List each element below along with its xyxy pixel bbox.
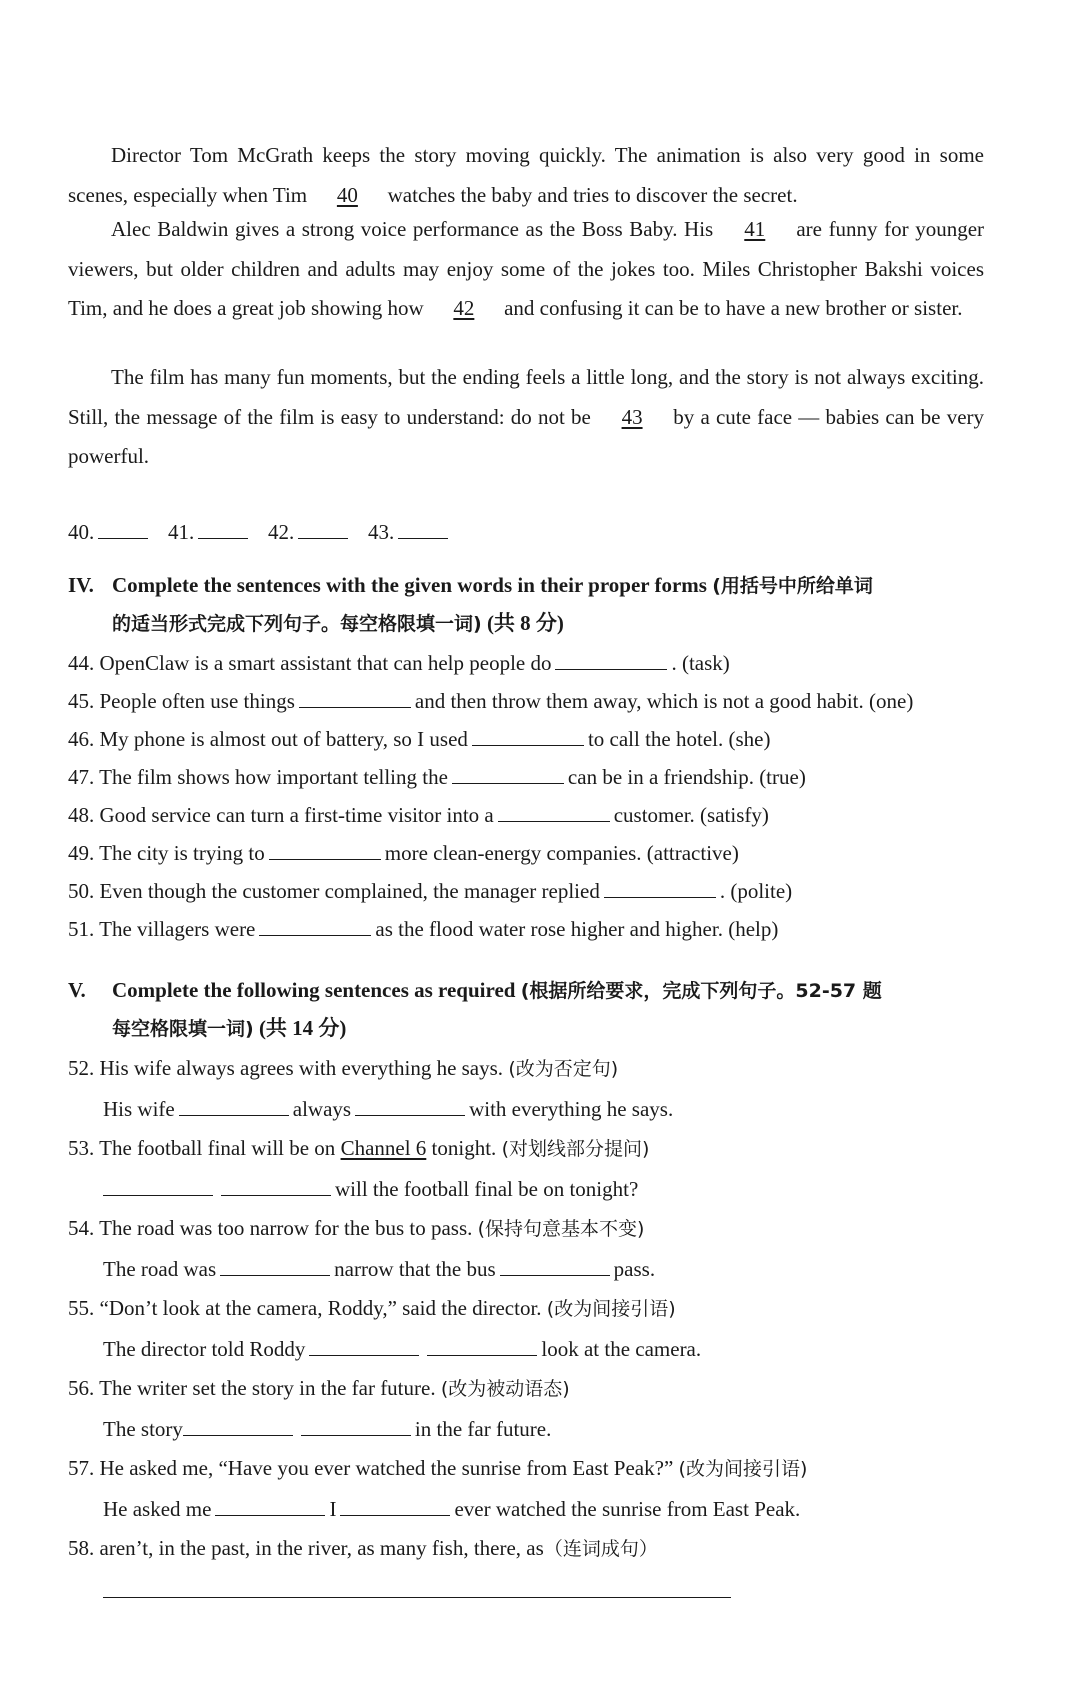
answer-blank[interactable] bbox=[259, 913, 371, 936]
answer-56: The story in the far future. bbox=[103, 1413, 1033, 1444]
blank-41: 41 bbox=[744, 217, 766, 241]
answer-blank[interactable] bbox=[98, 516, 148, 539]
section-4-heading: IV. Complete the sentences with the given words in their proper forms (用括号中所给单词 的适当形式完成下列句子。每空格限填一词) (共 8 分) bbox=[68, 573, 873, 635]
underlined-phrase: Channel 6 bbox=[340, 1136, 427, 1160]
answer-blank[interactable] bbox=[198, 516, 248, 539]
answer-blank[interactable] bbox=[299, 685, 411, 708]
answer-line-58[interactable] bbox=[103, 1596, 731, 1598]
question-57: 57. He asked me, “Have you ever watched the sunrise from East Peak?” (改为间接引语) bbox=[68, 1456, 808, 1480]
answer-blank[interactable] bbox=[269, 837, 381, 860]
answer-52: His wife always with everything he says. bbox=[103, 1093, 1033, 1124]
blank-42: 42 bbox=[453, 296, 475, 320]
answer-blank[interactable] bbox=[220, 1253, 330, 1276]
question-58: 58. aren’t, in the past, in the river, as many fish, there, as（连词成句） bbox=[68, 1536, 658, 1560]
answer-blank[interactable] bbox=[215, 1493, 325, 1516]
question-56: 56. The writer set the story in the far future. (改为被动语态) bbox=[68, 1376, 570, 1400]
answer-blank[interactable] bbox=[604, 875, 716, 898]
question-48: 48. Good service can turn a first-time visitor into a customer. (satisfy) bbox=[68, 799, 998, 830]
answer-blank[interactable] bbox=[498, 799, 610, 822]
question-54: 54. The road was too narrow for the bus to pass. (保持句意基本不变) bbox=[68, 1216, 645, 1240]
answer-blank[interactable] bbox=[179, 1093, 289, 1116]
passage-paragraph-2: Alec Baldwin gives a strong voice performance as the Boss Baby. His 41 are funny for younger viewers, but older children and adults may enjoy some of the jokes too. Miles Christopher Bakshi voices Tim, and he does a great job showing how 42 and confusing it can be to have a new brother or sister. bbox=[68, 210, 984, 329]
answer-53: will the football final be on tonight? bbox=[103, 1173, 1033, 1204]
passage-paragraph-1: Director Tom McGrath keeps the story moving quickly. The animation is also very good in some scenes, especially when Tim 40 watches the baby and tries to discover the secret. bbox=[68, 136, 984, 215]
answer-blank[interactable] bbox=[398, 516, 448, 539]
answer-blank[interactable] bbox=[472, 723, 584, 746]
question-55: 55. “Don’t look at the camera, Roddy,” said the director. (改为间接引语) bbox=[68, 1296, 676, 1320]
question-46: 46. My phone is almost out of battery, so I used to call the hotel. (she) bbox=[68, 723, 998, 754]
blank-40: 40 bbox=[336, 182, 358, 207]
answer-blank[interactable] bbox=[301, 1413, 411, 1436]
answer-blank[interactable] bbox=[309, 1333, 419, 1356]
answer-55: The director told Roddy look at the camera. bbox=[103, 1333, 1033, 1364]
question-50: 50. Even though the customer complained, the manager replied . (polite) bbox=[68, 875, 998, 906]
answer-blank[interactable] bbox=[221, 1173, 331, 1196]
question-47: 47. The film shows how important telling the can be in a friendship. (true) bbox=[68, 761, 998, 792]
question-44: 44. OpenClaw is a smart assistant that can help people do . (task) bbox=[68, 647, 998, 678]
question-53: 53. The football final will be on Channel 6 tonight. (对划线部分提问) bbox=[68, 1136, 650, 1160]
blank-43: 43 bbox=[621, 404, 643, 429]
answer-blank[interactable] bbox=[103, 1173, 213, 1196]
answer-blank[interactable] bbox=[183, 1413, 293, 1436]
question-52: 52. His wife always agrees with everything he says. (改为否定句) bbox=[68, 1056, 619, 1080]
answer-blank[interactable] bbox=[298, 516, 348, 539]
section-5-heading: V. Complete the following sentences as required (根据所给要求，完成下列句子。52-57 题 每空格限填一词) (共 14 分) bbox=[68, 978, 882, 1040]
question-49: 49. The city is trying to more clean-energy companies. (attractive) bbox=[68, 837, 998, 868]
answer-54: The road was narrow that the bus pass. bbox=[103, 1253, 1033, 1284]
passage-paragraph-3: The film has many fun moments, but the ending feels a little long, and the story is not always exciting. Still, the message of the film is easy to understand: do not be 43 by a cute face — babies can be very powerful. bbox=[68, 365, 985, 468]
question-45: 45. People often use things and then throw them away, which is not a good habit. (one) bbox=[68, 685, 998, 716]
answer-blank[interactable] bbox=[452, 761, 564, 784]
question-51: 51. The villagers were as the flood water rose higher and higher. (help) bbox=[68, 913, 998, 944]
answer-blank[interactable] bbox=[555, 647, 667, 670]
answer-blank[interactable] bbox=[355, 1093, 465, 1116]
answer-line-40-43: 40. 41. 42. 43. bbox=[68, 516, 998, 547]
answer-57: He asked me I ever watched the sunrise from East Peak. bbox=[103, 1493, 1033, 1524]
answer-blank[interactable] bbox=[427, 1333, 537, 1356]
answer-blank[interactable] bbox=[500, 1253, 610, 1276]
answer-blank[interactable] bbox=[340, 1493, 450, 1516]
